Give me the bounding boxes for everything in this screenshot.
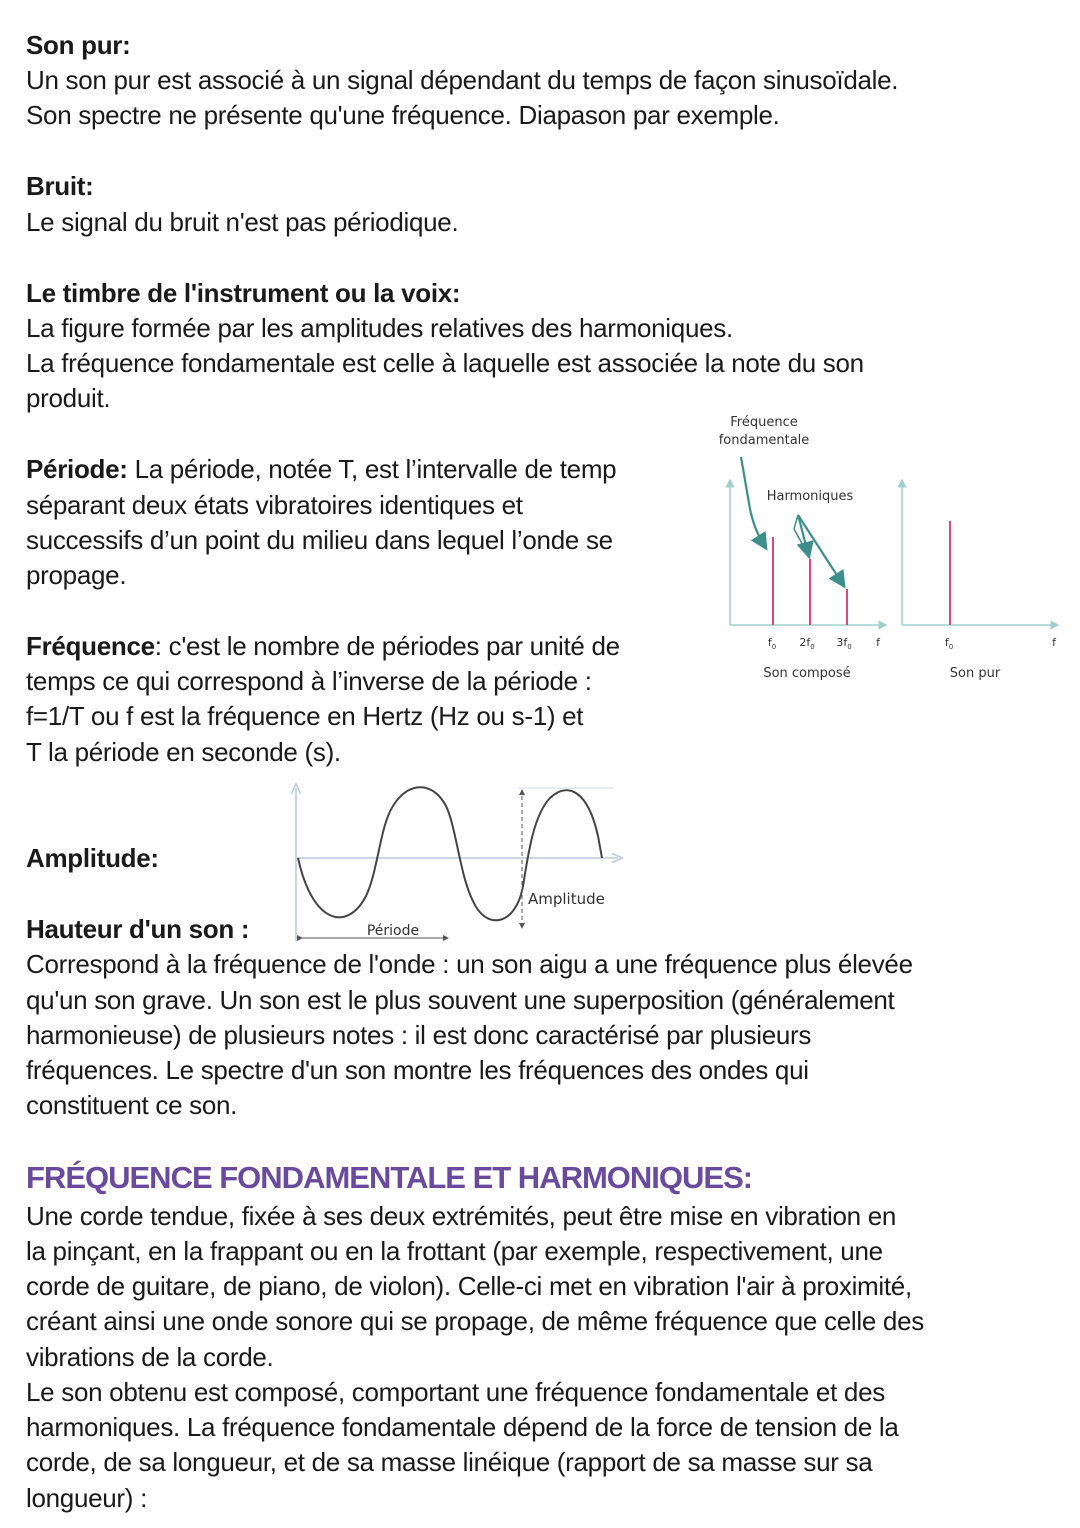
- frequence-line-1-text: : c'est le nombre de périodes par unité de: [154, 631, 620, 661]
- spectrum-figure: [700, 405, 1070, 690]
- son-pur-line-2: Son spectre ne présente qu'une fréquence. Diapason par exemple.: [26, 100, 780, 130]
- label-fondamentale: fondamentale: [718, 433, 810, 448]
- bruit-title: Bruit:: [26, 171, 94, 201]
- wave-figure: [288, 776, 628, 946]
- section-heading: FRÉQUENCE FONDAMENTALE ET HARMONIQUES:: [26, 1160, 753, 1195]
- section-line-2: la pinçant, en la frappant ou en la frottant (par exemple, respectivement, une: [26, 1236, 883, 1266]
- hauteur-title: Hauteur d'un son :: [26, 914, 250, 944]
- bruit-line-1: Le signal du bruit n'est pas périodique.: [26, 207, 459, 237]
- tick-3f0: $3f_0$: [836, 636, 852, 651]
- son-pur-title: Son pur:: [26, 30, 131, 60]
- label-periode: Période: [366, 923, 420, 939]
- tick-f-compose: f: [876, 636, 880, 649]
- hauteur-line-4: fréquences. Le spectre d'un son montre les fréquences des ondes qui: [26, 1055, 809, 1085]
- label-frequence: Fréquence: [730, 415, 798, 430]
- caption-son-compose: Son composé: [763, 666, 851, 681]
- tick-2f0: $2f_0$: [799, 636, 815, 651]
- tick-pur-f0: $f_0$: [944, 636, 954, 651]
- frequence-line-4: T la période en seconde (s).: [26, 737, 341, 767]
- arrow-fondamentale: [741, 457, 764, 545]
- section-line-5: vibrations de la corde.: [26, 1342, 274, 1372]
- tick-f-pur: f: [1052, 636, 1056, 649]
- arrow-harmonique-3: [798, 515, 842, 583]
- timbre-line-1: La figure formée par les amplitudes relatives des harmoniques.: [26, 313, 733, 343]
- timbre-line-3: produit.: [26, 383, 111, 413]
- hauteur-line-2: qu'un son grave. Un son est le plus souvent une superposition (généralement: [26, 985, 895, 1015]
- section-line-3: corde de guitare, de piano, de violon). Celle-ci met en vibration l'air à proximité,: [26, 1271, 912, 1301]
- hauteur-line-3: harmonieuse) de plusieurs notes : il est donc caractérisé par plusieurs: [26, 1020, 812, 1050]
- arrow-harmonique-2: [798, 515, 808, 553]
- periode-line-3: successifs d’un point du milieu dans lequel l’onde se: [26, 525, 613, 555]
- amplitude-title: Amplitude:: [26, 843, 159, 873]
- hauteur-line-5: constituent ce son.: [26, 1090, 238, 1120]
- frequence-line-2: temps ce qui correspond à l’inverse de la période :: [26, 666, 592, 696]
- label-harmoniques: Harmoniques: [766, 489, 854, 504]
- son-pur-line-1: Un son pur est associé à un signal dépendant du temps de façon sinusoïdale.: [26, 65, 899, 95]
- periode-line-2: séparant deux états vibratoires identiques et: [26, 490, 523, 520]
- periode-line-1-text: La période, notée T, est l’intervalle de temp: [127, 454, 617, 484]
- section-line-1: Une corde tendue, fixée à ses deux extrémités, peut être mise en vibration en: [26, 1201, 897, 1231]
- hauteur-line-1: Correspond à la fréquence de l'onde : un son aigu a une fréquence plus élevée: [26, 949, 913, 979]
- label-amplitude: Amplitude: [528, 890, 605, 908]
- section-line-8: corde, de sa longueur, et de sa masse linéique (rapport de sa masse sur sa: [26, 1447, 873, 1477]
- periode-line-4: propage.: [26, 560, 127, 590]
- periode-title: Période:: [26, 454, 128, 484]
- timbre-line-2: La fréquence fondamentale est celle à laquelle est associée la note du son: [26, 348, 864, 378]
- section-line-6: Le son obtenu est composé, comportant une fréquence fondamentale et des: [26, 1377, 885, 1407]
- frequence-line-1: [26, 629, 620, 664]
- frequence-title: Fréquence: [26, 631, 155, 661]
- section-line-9: longueur) :: [26, 1483, 147, 1513]
- frequence-line-3: f=1/T ou f est la fréquence en Hertz (Hz ou s-1) et: [26, 701, 584, 731]
- tick-f0: $f_0$: [767, 636, 777, 651]
- timbre-title: Le timbre de l'instrument ou la voix:: [26, 278, 461, 308]
- section-line-7: harmoniques. La fréquence fondamentale dépend de la force de tension de la: [26, 1412, 899, 1442]
- caption-son-pur: Son pur: [949, 666, 1001, 681]
- periode-line-1: [26, 452, 698, 487]
- section-line-4: créant ainsi une onde sonore qui se propage, de même fréquence que celle des: [26, 1306, 924, 1336]
